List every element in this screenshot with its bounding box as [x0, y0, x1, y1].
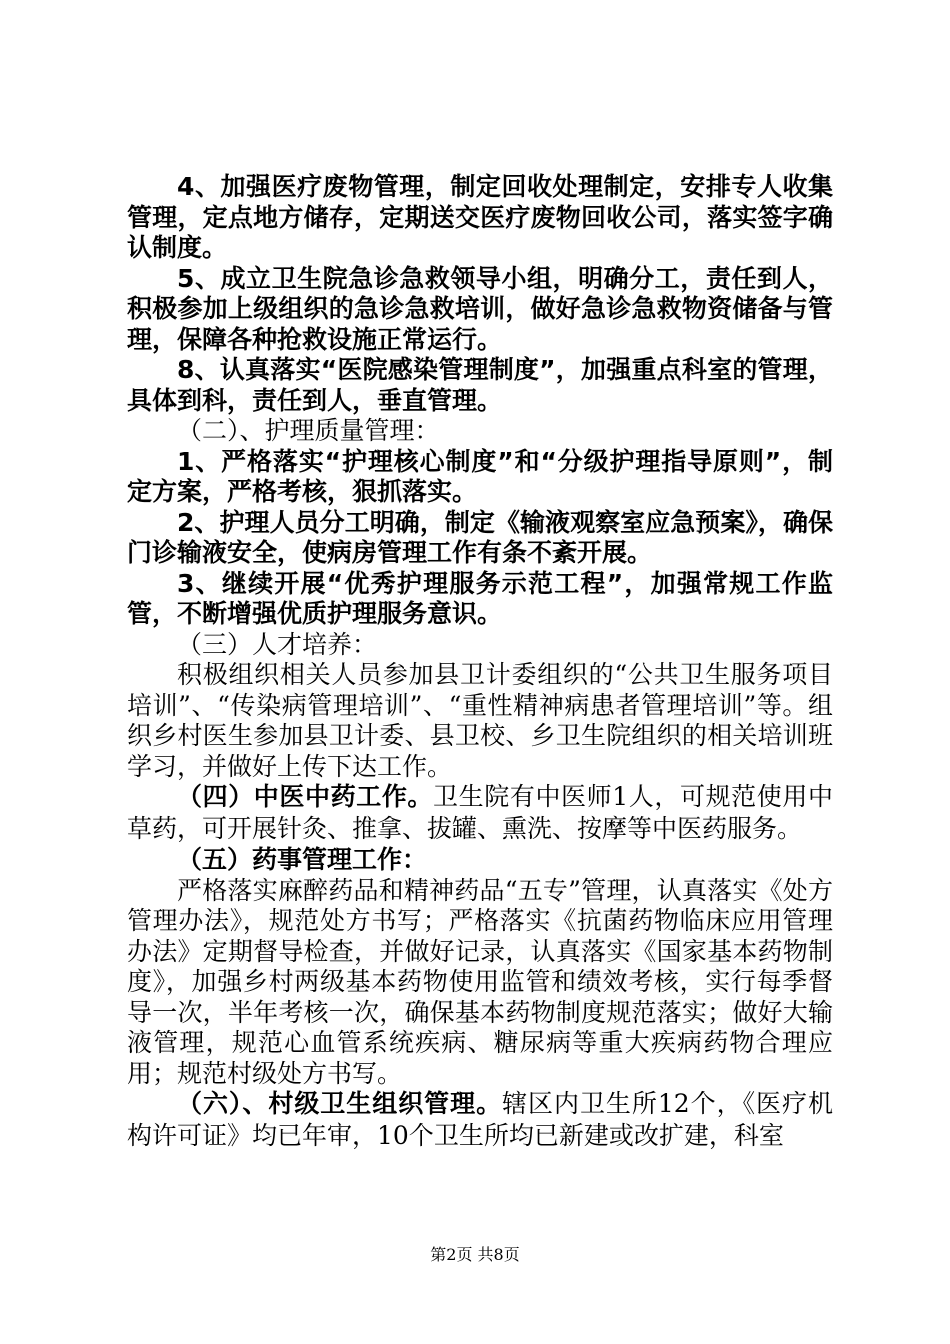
paragraph-quality-service: 3、继续开展“优秀护理服务示范工程”，加强常规工作监管，不断增强优质护理服务意识。: [127, 568, 833, 628]
paragraph-training-details: 积极组织相关人员参加县卫计委组织的“公共卫生服务项目培训”、“传染病管理培训”、“重性精神病患者管理培训”等。组织乡村医生参加县卫计委、县卫校、乡卫生院组织的相关培训班学习，并做好上传下达工作。: [127, 660, 833, 781]
tcm-work-text: 卫生院有中医师1人，可规范使用中草药，可开展针灸、推拿、拔罐、熏洗、按摩等中医药服务。: [127, 782, 833, 843]
page-footer: 第2页 共8页: [430, 1245, 520, 1264]
paragraph-nursing-core: 1、严格落实“护理核心制度”和“分级护理指导原则”，制定方案，严格考核，狠抓落实。: [127, 446, 833, 506]
paragraph-tcm-work: [127, 782, 833, 845]
paragraph-nursing-staff: 2、护理人员分工明确，制定《输液观察室应急预案》，确保门诊输液安全，使病房管理工作有条不紊开展。: [127, 507, 833, 567]
heading-pharmacy-management: （五）药事管理工作：: [177, 845, 428, 874]
heading-tcm-work: （四）中医中药工作。: [177, 782, 434, 811]
document-body: [127, 172, 833, 1152]
heading-village-clinics: （六）、村级卫生组织管理。: [177, 1089, 503, 1118]
paragraph-village-clinics: [127, 1089, 833, 1152]
paragraph-pharmacy-details: 严格落实麻醉药品和精神药品“五专”管理，认真落实《处方管理办法》，规范处方书写；严格落实《抗菌药物临床应用管理办法》定期督导检查，并做好记录，认真落实《国家基本药物制度》，加强乡村两级基本药物使用监管和绩效考核，实行每季督导一次，半年考核一次，确保基本药物制度规范落实；做好大输液管理，规范心血管系统疾病、糖尿病等重大疾病药物合理应用；规范村级处方书写。: [127, 875, 833, 1088]
paragraph-medical-waste: 4、加强医疗废物管理，制定回收处理制定，安排专人收集管理，定点地方储存，定期送交医疗废物回收公司，落实签字确认制度。: [127, 172, 833, 262]
paragraph-emergency-team: 5、成立卫生院急诊急救领导小组，明确分工，责任到人，积极参加上级组织的急诊急救培训，做好急诊急救物资储备与管理，保障各种抢救设施正常运行。: [127, 263, 833, 354]
village-clinics-text: 辖区内卫生所12个，《医疗机构许可证》均已年审，10个卫生所均已新建或改扩建，科室: [127, 1089, 833, 1150]
heading-talent-training: （三）人才培养：: [177, 629, 378, 659]
paragraph-infection-control: 8、认真落实“医院感染管理制度”，加强重点科室的管理，具体到科，责任到人，垂直管理。: [127, 355, 833, 415]
heading-nursing-quality: （二）、护理质量管理：: [177, 416, 440, 445]
